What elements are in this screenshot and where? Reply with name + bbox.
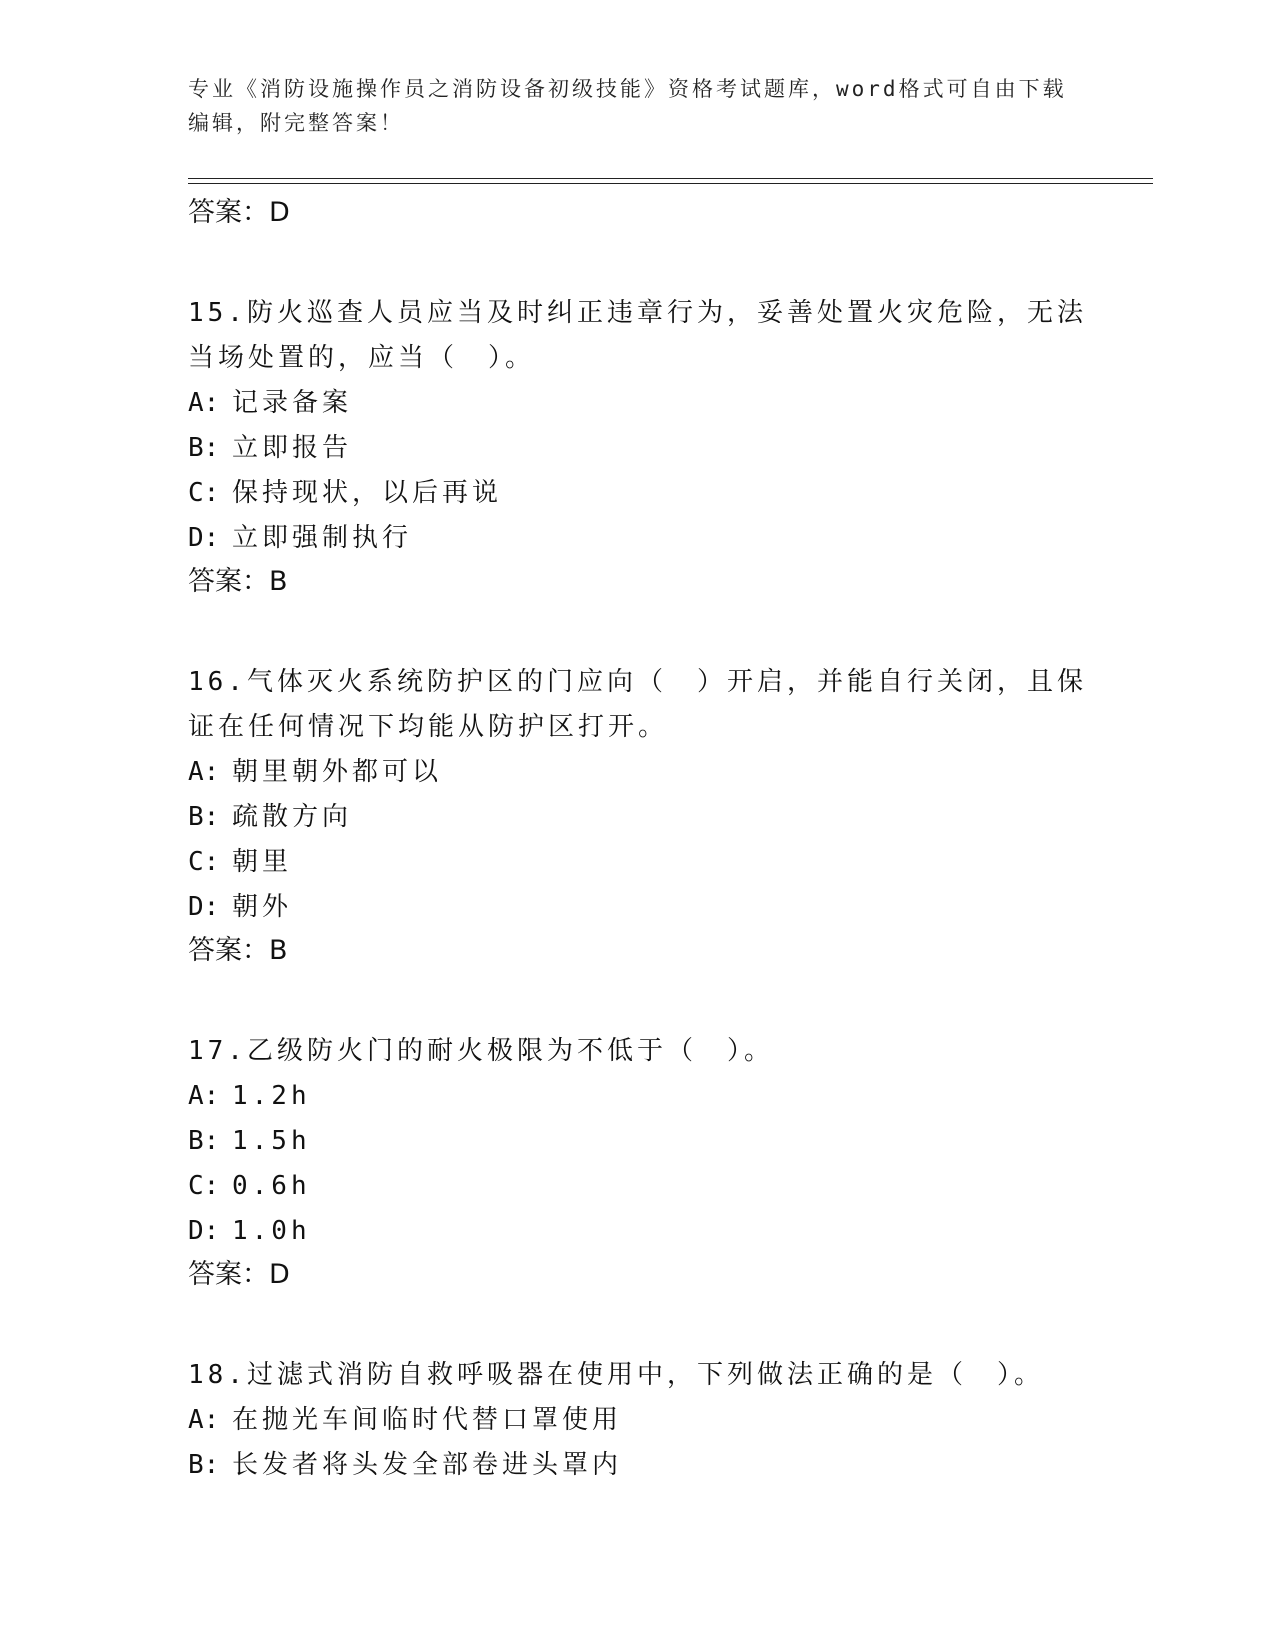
option-letter: A:: [188, 1405, 220, 1435]
option-text: 朝里朝外都可以: [232, 757, 443, 787]
option-text: 疏散方向: [232, 802, 353, 832]
option-text: 记录备案: [232, 388, 353, 418]
question-text: 16.气体灭火系统防护区的门应向（ ）开启，并能自行关闭，且保证在任何情况下均能从防护区打开。: [188, 667, 1087, 742]
option-text: 朝外: [232, 892, 293, 922]
option-letter: B:: [188, 1450, 220, 1480]
option-letter: B:: [188, 433, 220, 463]
option-letter: D:: [188, 892, 220, 922]
answer-option: [188, 1209, 1098, 1254]
option-letter: B:: [188, 1126, 220, 1156]
option-text: 在抛光车间临时代替口罩使用: [232, 1405, 623, 1435]
question-text: 18.过滤式消防自救呼吸器在使用中，下列做法正确的是（ ）。: [188, 1360, 1044, 1390]
option-letter: A:: [188, 757, 220, 787]
answer-option: [188, 1443, 1098, 1488]
answer-option: [188, 381, 1098, 426]
option-letter: B:: [188, 802, 220, 832]
answer-option: [188, 1398, 1098, 1443]
option-letter: C:: [188, 847, 220, 877]
answer-option: [188, 795, 1098, 840]
answer-option: [188, 471, 1098, 516]
answer-option: [188, 426, 1098, 471]
option-text: 长发者将头发全部卷进头罩内: [232, 1450, 623, 1480]
answer-option: [188, 840, 1098, 885]
header-double-rule: [188, 178, 1153, 184]
question-list: [188, 291, 1098, 1488]
question-text: 15.防火巡查人员应当及时纠正违章行为，妥善处置火灾危险，无法当场处置的，应当（ ）。: [188, 298, 1087, 373]
answer-option: [188, 1119, 1098, 1164]
option-text: 0.6h: [232, 1171, 311, 1201]
option-letter: D:: [188, 523, 220, 553]
option-letter: A:: [188, 388, 220, 418]
answer-line: 答案：D: [188, 1259, 290, 1290]
question-item: [188, 1353, 1098, 1488]
question-item: [188, 1029, 1098, 1303]
option-text: 朝里: [232, 847, 293, 877]
option-letter: A:: [188, 1081, 220, 1111]
answer-option: [188, 1074, 1098, 1119]
option-text: 保持现状，以后再说: [232, 478, 503, 508]
option-letter: C:: [188, 478, 220, 508]
answer-line: 答案：B: [188, 566, 288, 597]
option-letter: C:: [188, 1171, 220, 1201]
question-item: [188, 291, 1098, 610]
answer-option: [188, 1164, 1098, 1209]
option-text: 立即报告: [232, 433, 353, 463]
answer-option: [188, 750, 1098, 795]
question-item: [188, 660, 1098, 979]
option-text: 1.0h: [232, 1216, 311, 1246]
page-header: 专业《消防设施操作员之消防设备初级技能》资格考试题库，word格式可自由下载编辑，附完整答案！: [188, 77, 1067, 135]
question-text: 17.乙级防火门的耐火极限为不低于（ ）。: [188, 1036, 774, 1066]
answer-line: 答案：D: [188, 197, 290, 228]
answer-option: [188, 516, 1098, 561]
option-letter: D:: [188, 1216, 220, 1246]
option-text: 1.5h: [232, 1126, 311, 1156]
option-text: 1.2h: [232, 1081, 311, 1111]
option-text: 立即强制执行: [232, 523, 413, 553]
answer-option: [188, 885, 1098, 930]
answer-line: 答案：B: [188, 935, 288, 966]
question-content: [188, 192, 1098, 1488]
